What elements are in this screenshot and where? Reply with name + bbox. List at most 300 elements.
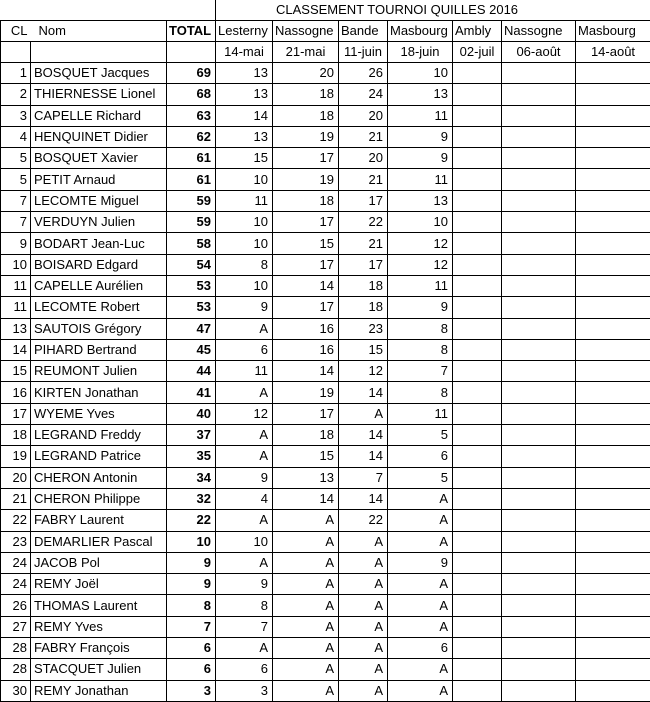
blank-cell <box>1 42 31 63</box>
score-cell: A <box>273 616 339 637</box>
score-cell <box>453 638 502 659</box>
table-row <box>1 425 650 446</box>
score-cell <box>453 510 502 531</box>
table-row <box>1 297 650 318</box>
score-cell: A <box>216 318 273 339</box>
score-cell <box>502 233 576 254</box>
header-date: 11-juin <box>339 42 388 63</box>
score-cell <box>453 105 502 126</box>
rank-cell: 21 <box>1 488 31 509</box>
rank-cell: 5 <box>1 169 31 190</box>
total-cell: 32 <box>167 488 216 509</box>
table-row <box>1 105 650 126</box>
rank-cell: 30 <box>1 680 31 701</box>
score-cell: 16 <box>273 318 339 339</box>
rank-cell: 10 <box>1 254 31 275</box>
score-cell: 17 <box>273 148 339 169</box>
table-row <box>1 382 650 403</box>
table-row <box>1 339 650 360</box>
score-cell <box>576 126 650 147</box>
total-cell: 40 <box>167 403 216 424</box>
score-cell: 14 <box>339 488 388 509</box>
score-cell: 11 <box>216 361 273 382</box>
rank-cell: 26 <box>1 595 31 616</box>
table-row <box>1 190 650 211</box>
table-row <box>1 595 650 616</box>
score-cell: 10 <box>388 212 453 233</box>
score-cell: 22 <box>339 212 388 233</box>
score-cell: 15 <box>339 339 388 360</box>
table-row <box>1 446 650 467</box>
score-cell: A <box>273 638 339 659</box>
total-cell: 63 <box>167 105 216 126</box>
player-name-cell: JACOB Pol <box>31 552 167 573</box>
total-cell: 59 <box>167 212 216 233</box>
score-cell: 11 <box>388 105 453 126</box>
total-cell: 35 <box>167 446 216 467</box>
total-cell: 22 <box>167 510 216 531</box>
score-cell: A <box>339 680 388 701</box>
date-header-row <box>1 42 650 63</box>
score-cell: 17 <box>273 297 339 318</box>
header-date: 14-mai <box>216 42 273 63</box>
score-cell: 10 <box>216 275 273 296</box>
table-row <box>1 318 650 339</box>
player-name-cell: CHERON Antonin <box>31 467 167 488</box>
player-name-cell: FABRY François <box>31 638 167 659</box>
rank-cell: 4 <box>1 126 31 147</box>
score-cell <box>576 105 650 126</box>
score-cell: 12 <box>216 403 273 424</box>
score-cell: 6 <box>216 659 273 680</box>
score-cell <box>576 233 650 254</box>
player-name-cell: HENQUINET Didier <box>31 126 167 147</box>
player-name-cell: PIHARD Bertrand <box>31 339 167 360</box>
score-cell: 9 <box>388 552 453 573</box>
score-cell: 11 <box>388 403 453 424</box>
header-venue: Bande <box>339 21 388 42</box>
score-cell: A <box>216 552 273 573</box>
score-cell <box>576 169 650 190</box>
rank-cell: 2 <box>1 84 31 105</box>
score-cell <box>576 148 650 169</box>
rank-cell: 11 <box>1 297 31 318</box>
score-cell: A <box>273 510 339 531</box>
score-cell <box>576 190 650 211</box>
table-row <box>1 212 650 233</box>
total-cell: 41 <box>167 382 216 403</box>
total-cell: 10 <box>167 531 216 552</box>
score-cell: 13 <box>216 63 273 84</box>
score-cell <box>453 254 502 275</box>
rank-cell: 20 <box>1 467 31 488</box>
header-venue: Masbourg <box>576 21 650 42</box>
table-row <box>1 574 650 595</box>
score-cell: 20 <box>339 148 388 169</box>
rank-cell: 1 <box>1 63 31 84</box>
score-cell: A <box>339 659 388 680</box>
header-venue: Lesterny <box>216 21 273 42</box>
player-name-cell: WYEME Yves <box>31 403 167 424</box>
score-cell: 10 <box>216 212 273 233</box>
venue-header-row <box>1 21 650 42</box>
rank-cell: 17 <box>1 403 31 424</box>
score-cell: 13 <box>273 467 339 488</box>
score-cell: A <box>388 488 453 509</box>
score-cell: 18 <box>273 105 339 126</box>
rank-cell: 9 <box>1 233 31 254</box>
total-cell: 69 <box>167 63 216 84</box>
player-name-cell: THOMAS Laurent <box>31 595 167 616</box>
table-row <box>1 467 650 488</box>
total-cell: 68 <box>167 84 216 105</box>
rank-cell: 18 <box>1 425 31 446</box>
score-cell <box>502 190 576 211</box>
rank-cell: 24 <box>1 574 31 595</box>
table-row <box>1 659 650 680</box>
score-cell: 6 <box>216 339 273 360</box>
header-venue: Nassogne <box>502 21 576 42</box>
score-cell <box>453 446 502 467</box>
score-cell <box>502 552 576 573</box>
score-cell: 17 <box>339 190 388 211</box>
total-cell: 34 <box>167 467 216 488</box>
score-cell: A <box>388 616 453 637</box>
table-row <box>1 531 650 552</box>
score-cell <box>502 361 576 382</box>
score-cell: A <box>273 552 339 573</box>
player-name-cell: BOSQUET Xavier <box>31 148 167 169</box>
score-cell <box>576 84 650 105</box>
score-cell: 9 <box>388 148 453 169</box>
score-cell: 5 <box>388 467 453 488</box>
total-cell: 47 <box>167 318 216 339</box>
score-cell <box>502 254 576 275</box>
rank-cell: 16 <box>1 382 31 403</box>
total-cell: 59 <box>167 190 216 211</box>
score-cell <box>453 659 502 680</box>
score-cell <box>502 659 576 680</box>
score-cell: 14 <box>339 425 388 446</box>
player-name-cell: PETIT Arnaud <box>31 169 167 190</box>
score-cell <box>576 574 650 595</box>
score-cell: 10 <box>388 63 453 84</box>
score-cell: 8 <box>388 318 453 339</box>
score-cell: 11 <box>216 190 273 211</box>
player-name-cell: BOSQUET Jacques <box>31 63 167 84</box>
score-cell <box>576 510 650 531</box>
score-cell <box>576 297 650 318</box>
total-cell: 58 <box>167 233 216 254</box>
player-name-cell: DEMARLIER Pascal <box>31 531 167 552</box>
score-cell: 18 <box>273 425 339 446</box>
score-cell: A <box>339 574 388 595</box>
score-cell: 10 <box>216 531 273 552</box>
score-cell: 15 <box>216 148 273 169</box>
rank-cell: 7 <box>1 190 31 211</box>
player-name-cell: REMY Joël <box>31 574 167 595</box>
score-cell <box>576 488 650 509</box>
score-cell: 9 <box>388 297 453 318</box>
score-cell: 20 <box>339 105 388 126</box>
score-cell: 17 <box>339 254 388 275</box>
score-cell <box>453 595 502 616</box>
score-cell <box>502 638 576 659</box>
score-cell: 8 <box>388 339 453 360</box>
score-cell <box>576 616 650 637</box>
score-cell <box>576 212 650 233</box>
score-cell: 12 <box>339 361 388 382</box>
score-cell: 9 <box>388 126 453 147</box>
score-cell: 19 <box>273 169 339 190</box>
score-cell: 17 <box>273 403 339 424</box>
score-cell: 22 <box>339 510 388 531</box>
score-cell <box>576 361 650 382</box>
total-cell: 53 <box>167 297 216 318</box>
score-cell: 18 <box>339 297 388 318</box>
score-cell: A <box>388 680 453 701</box>
rank-cell: 22 <box>1 510 31 531</box>
score-cell: 11 <box>388 275 453 296</box>
score-cell <box>502 339 576 360</box>
table-row <box>1 510 650 531</box>
table-row <box>1 616 650 637</box>
score-cell: A <box>388 531 453 552</box>
score-cell <box>502 616 576 637</box>
total-cell: 37 <box>167 425 216 446</box>
score-cell <box>576 552 650 573</box>
player-name-cell: STACQUET Julien <box>31 659 167 680</box>
score-cell <box>502 84 576 105</box>
score-cell <box>502 105 576 126</box>
score-cell: 3 <box>216 680 273 701</box>
score-cell: 14 <box>339 382 388 403</box>
total-cell: 54 <box>167 254 216 275</box>
score-cell <box>453 425 502 446</box>
score-cell <box>502 403 576 424</box>
score-cell: 6 <box>388 446 453 467</box>
header-date: 18-juin <box>388 42 453 63</box>
score-cell <box>502 275 576 296</box>
score-cell: 18 <box>273 84 339 105</box>
player-name-cell: CHERON Philippe <box>31 488 167 509</box>
score-cell: 26 <box>339 63 388 84</box>
rank-cell: 23 <box>1 531 31 552</box>
score-cell <box>502 574 576 595</box>
table-row <box>1 84 650 105</box>
score-cell: 6 <box>388 638 453 659</box>
score-cell <box>502 446 576 467</box>
score-cell <box>502 297 576 318</box>
score-cell: A <box>273 659 339 680</box>
score-cell: 21 <box>339 126 388 147</box>
score-cell: 12 <box>388 254 453 275</box>
score-cell: 12 <box>388 233 453 254</box>
score-cell <box>576 63 650 84</box>
player-name-cell: LEGRAND Patrice <box>31 446 167 467</box>
player-name-cell: CAPELLE Richard <box>31 105 167 126</box>
header-cl: CL <box>1 21 31 42</box>
score-cell <box>576 403 650 424</box>
score-cell <box>576 275 650 296</box>
header-venue: Masbourg <box>388 21 453 42</box>
score-cell: 13 <box>216 84 273 105</box>
score-cell <box>502 595 576 616</box>
score-cell: A <box>216 638 273 659</box>
rank-cell: 15 <box>1 361 31 382</box>
score-cell <box>502 680 576 701</box>
score-cell: 14 <box>273 275 339 296</box>
score-cell <box>502 212 576 233</box>
header-total: TOTAL <box>167 21 216 42</box>
score-cell <box>453 488 502 509</box>
score-cell: A <box>339 595 388 616</box>
score-cell <box>453 233 502 254</box>
rank-cell: 14 <box>1 339 31 360</box>
rank-cell: 7 <box>1 212 31 233</box>
score-cell: 14 <box>273 488 339 509</box>
score-cell: 14 <box>273 361 339 382</box>
player-name-cell: BOISARD Edgard <box>31 254 167 275</box>
score-cell: 14 <box>216 105 273 126</box>
total-cell: 6 <box>167 659 216 680</box>
score-cell <box>453 680 502 701</box>
score-cell <box>502 531 576 552</box>
score-cell: 21 <box>339 233 388 254</box>
score-cell: 13 <box>216 126 273 147</box>
score-cell: 18 <box>273 190 339 211</box>
player-name-cell: FABRY Laurent <box>31 510 167 531</box>
score-cell <box>453 531 502 552</box>
total-cell: 53 <box>167 275 216 296</box>
total-cell: 8 <box>167 595 216 616</box>
score-cell: A <box>216 510 273 531</box>
score-cell: A <box>273 680 339 701</box>
score-cell <box>453 63 502 84</box>
score-cell <box>502 510 576 531</box>
header-date: 14-août <box>576 42 650 63</box>
player-name-cell: VERDUYN Julien <box>31 212 167 233</box>
total-cell: 3 <box>167 680 216 701</box>
score-cell: 9 <box>216 297 273 318</box>
score-cell <box>453 616 502 637</box>
score-cell <box>576 680 650 701</box>
table-row <box>1 361 650 382</box>
rank-cell: 19 <box>1 446 31 467</box>
header-venue: Ambly <box>453 21 502 42</box>
score-cell: A <box>388 595 453 616</box>
score-cell <box>576 595 650 616</box>
score-cell <box>502 148 576 169</box>
player-name-cell: SAUTOIS Grégory <box>31 318 167 339</box>
score-cell: 11 <box>388 169 453 190</box>
score-cell <box>453 339 502 360</box>
table-row <box>1 254 650 275</box>
score-cell <box>502 467 576 488</box>
header-date: 02-juil <box>453 42 502 63</box>
blank-cell <box>31 42 167 63</box>
table-row <box>1 275 650 296</box>
score-cell: 8 <box>388 382 453 403</box>
table-row <box>1 233 650 254</box>
score-cell <box>453 574 502 595</box>
total-cell: 45 <box>167 339 216 360</box>
score-cell: 17 <box>273 212 339 233</box>
score-cell: 10 <box>216 233 273 254</box>
score-cell <box>453 403 502 424</box>
blank-cell <box>167 42 216 63</box>
score-cell <box>453 126 502 147</box>
score-cell <box>453 382 502 403</box>
score-cell: A <box>339 403 388 424</box>
score-cell <box>576 425 650 446</box>
score-cell <box>576 659 650 680</box>
title-row <box>1 0 650 21</box>
table-row <box>1 552 650 573</box>
score-cell: 7 <box>388 361 453 382</box>
rank-cell: 13 <box>1 318 31 339</box>
score-cell <box>453 212 502 233</box>
score-cell: A <box>273 574 339 595</box>
score-cell: 5 <box>388 425 453 446</box>
table-row <box>1 638 650 659</box>
score-cell <box>576 446 650 467</box>
score-cell: 16 <box>273 339 339 360</box>
score-cell <box>502 425 576 446</box>
header-nom: Nom <box>31 21 167 42</box>
player-name-cell: BODART Jean-Luc <box>31 233 167 254</box>
rank-cell: 24 <box>1 552 31 573</box>
score-cell <box>502 63 576 84</box>
score-cell: 4 <box>216 488 273 509</box>
rank-cell: 27 <box>1 616 31 637</box>
rank-cell: 11 <box>1 275 31 296</box>
score-cell <box>453 148 502 169</box>
score-cell <box>576 467 650 488</box>
player-name-cell: KIRTEN Jonathan <box>31 382 167 403</box>
score-cell: 7 <box>339 467 388 488</box>
header-date: 21-mai <box>273 42 339 63</box>
total-cell: 6 <box>167 638 216 659</box>
score-cell <box>453 297 502 318</box>
score-cell: 24 <box>339 84 388 105</box>
score-cell <box>453 552 502 573</box>
score-cell <box>576 318 650 339</box>
score-cell: 18 <box>339 275 388 296</box>
score-cell: 15 <box>273 446 339 467</box>
table-row <box>1 148 650 169</box>
player-name-cell: REMY Jonathan <box>31 680 167 701</box>
blank-cell <box>1 0 216 21</box>
table-row <box>1 488 650 509</box>
score-cell <box>576 531 650 552</box>
score-cell: 14 <box>339 446 388 467</box>
player-name-cell: REUMONT Julien <box>31 361 167 382</box>
header-venue: Nassogne <box>273 21 339 42</box>
total-cell: 9 <box>167 574 216 595</box>
score-cell <box>576 339 650 360</box>
total-cell: 7 <box>167 616 216 637</box>
total-cell: 44 <box>167 361 216 382</box>
score-cell: 19 <box>273 126 339 147</box>
score-cell: 15 <box>273 233 339 254</box>
score-cell: A <box>216 382 273 403</box>
player-name-cell: CAPELLE Aurélien <box>31 275 167 296</box>
rank-cell: 5 <box>1 148 31 169</box>
score-cell <box>453 275 502 296</box>
score-cell <box>453 84 502 105</box>
rank-cell: 28 <box>1 659 31 680</box>
